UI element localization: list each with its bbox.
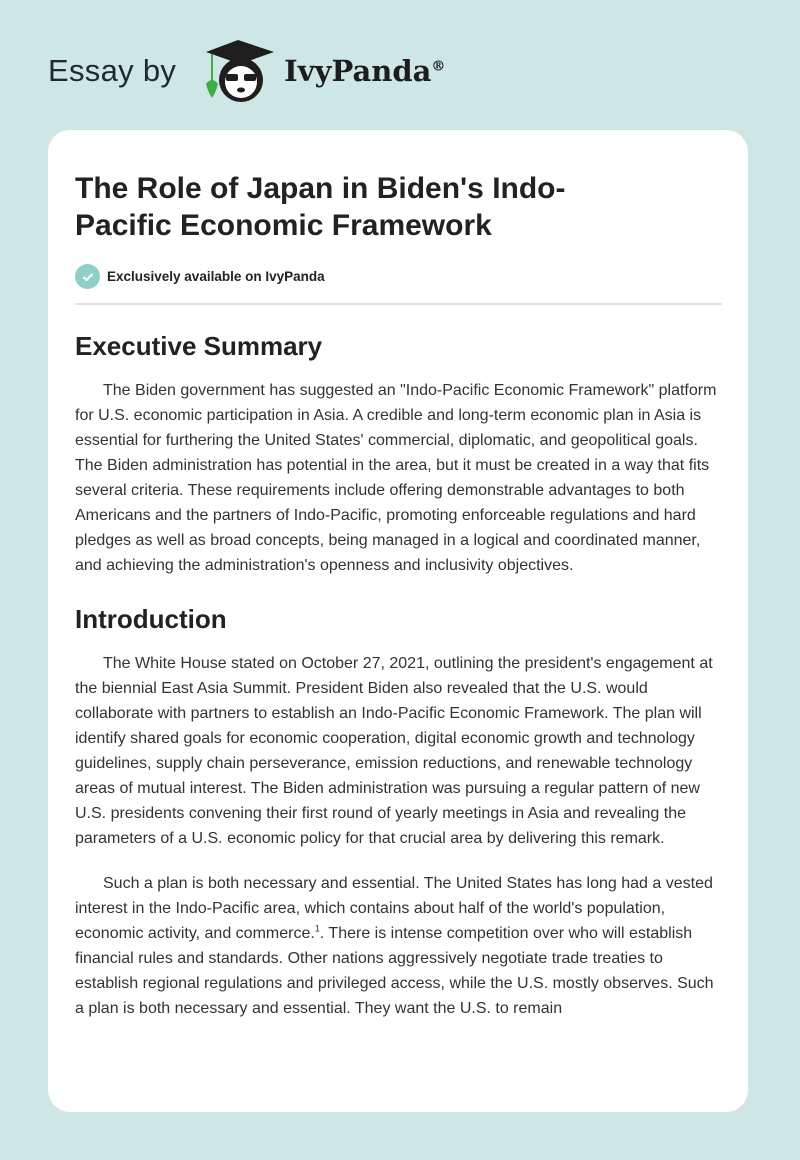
section-heading: Executive Summary [75, 331, 323, 361]
exclusive-badge [75, 264, 722, 289]
paragraph [75, 871, 725, 1021]
footnote-link[interactable]: 1 [314, 923, 320, 934]
check-icon [75, 264, 100, 289]
badge-label: Exclusively available on IvyPanda [107, 269, 325, 284]
brand-text: IvyPanda [284, 54, 432, 88]
ivypanda-logo-icon[interactable] [196, 36, 286, 106]
section-heading: Introduction [75, 604, 227, 634]
brand-name[interactable] [284, 54, 445, 88]
site-header [48, 36, 445, 106]
paragraph-text: . There is intense competition over who will establish financial rules and standards. Other nations aggressively negotiate trade treaties to establish regional regulations and privileged access, while the U.S. mostly observes. Such a plan is both necessary and essential. They want the U.S. to remain [75, 925, 714, 1017]
paragraph-text: Such a plan is both necessary and essential. The United States has long had a vested interest in the Indo-Pacific area, which contains about half of the world's population, economic activity, and commerce. [75, 875, 713, 942]
essay-by-label: Essay by [48, 53, 177, 88]
paragraph: The Biden government has suggested an "Indo-Pacific Economic Framework" platform for U.S. economic participation in Asia. A credible and long-term economic plan in Asia is essential for furthering the United States' commercial, diplomatic, and geopolitical goals. The Biden administration has potential in the area, but it must be created in a way that fits several criteria. These requirements include offering demonstrable advantages to both Americans and the partners of Indo-Pacific, promoting enforceable regulations and hard pledges as well as broad concepts, being managed in a logical and coordinated manner, and achieving the administration's openness and inclusivity objectives. [75, 382, 717, 574]
essay-card [48, 130, 748, 1112]
paragraph: The White House stated on October 27, 2021, outlining the president's engagement at the biennial East Asia Summit. President Biden also revealed that the U.S. would collaborate with partners to establish an Indo-Pacific Economic Framework. The plan will identify shared goals for economic cooperation, digital economic growth and technology guidelines, supply chain perseverance, emission reductions, and renewable technology areas of mutual interest. The Biden administration was pursuing a regular pattern of new U.S. presidents convening their first round of yearly meetings in Asia and revealing the parameters of a U.S. economic policy for that crucial area by delivering this remark. [75, 655, 713, 847]
essay-title: The Role of Japan in Biden's Indo-Pacific Economic Framework [75, 172, 566, 242]
registered-mark: ® [431, 58, 446, 75]
divider [75, 303, 722, 305]
